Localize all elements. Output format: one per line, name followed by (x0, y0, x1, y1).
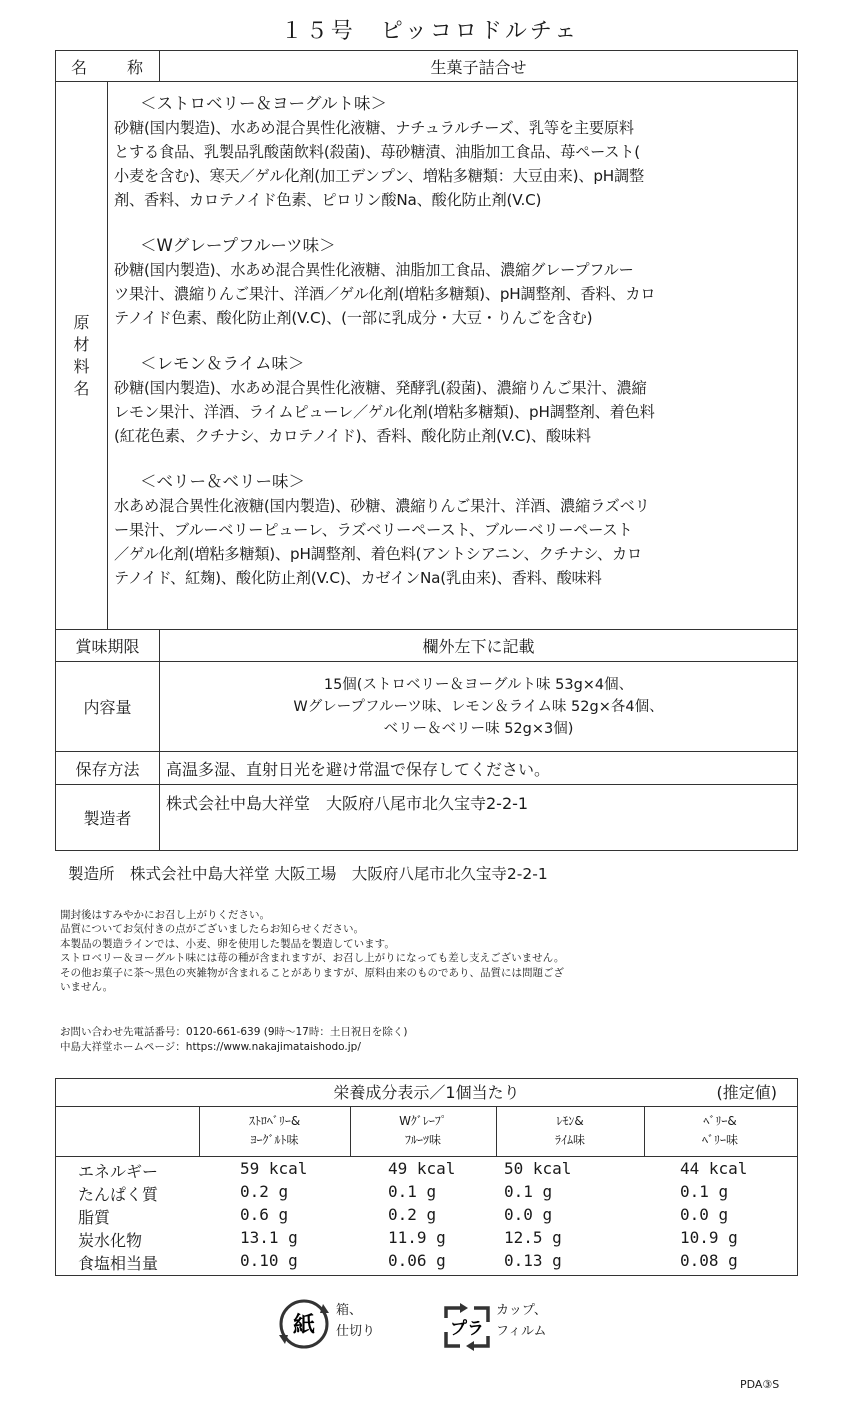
nutrition-value: 0.1 g (504, 1182, 553, 1201)
page-title: １５号 ピッコロドルチェ (280, 19, 580, 44)
ingredients-label-char: 材 (73, 334, 90, 354)
paper-symbol: 紙 (292, 1313, 316, 1338)
nutrition-value: 13.1 g (240, 1228, 298, 1247)
ingredient-section-heading: ＜ストロベリー＆ヨーグルト味＞ (140, 94, 388, 113)
ingredients-label-char: 料 (73, 356, 90, 376)
nutrition-value: 0.1 g (680, 1182, 729, 1201)
ingredients-body (108, 82, 798, 630)
row-storage (56, 752, 798, 785)
nutrition-value: 0.08 g (680, 1251, 738, 1270)
paper-recycle-icon (276, 1296, 332, 1352)
plastic-symbol: プラ (450, 1319, 484, 1339)
column-head-line: ﾚﾓﾝ& (556, 1114, 584, 1128)
ingredient-section (114, 92, 789, 212)
value-contents (160, 662, 798, 752)
ingredient-line: 砂糖(国内製造)、水あめ混合異性化液糖、ナチュラルチーズ、乳等を主要原料 (114, 119, 634, 137)
ingredients-label-char: 名 (73, 378, 90, 398)
row-ingredients (56, 82, 798, 630)
paper-label (336, 1300, 375, 1342)
row-name (56, 51, 798, 82)
contents-line: ベリー＆ベリー味 52g×3個) (383, 720, 574, 737)
column-grapefruit (350, 1109, 496, 1155)
ingredient-line: ー果汁、ブルーベリーピューレ、ラズベリーペースト、ブルーベリーペースト (114, 521, 633, 539)
nutrition-table (55, 1078, 798, 1276)
nutrition-row-label: エネルギー (78, 1162, 159, 1181)
paper-label-line: 箱、 (336, 1303, 363, 1318)
column-lemon (496, 1109, 644, 1155)
label-maker: 製造者 (56, 785, 160, 851)
note-line: いません。 (60, 981, 114, 994)
value-maker: 株式会社中島大祥堂 大阪府八尾市北久宝寺2-2-1 (160, 785, 798, 851)
nutrition-value: 0.06 g (388, 1251, 446, 1270)
nutrition-value: 0.2 g (240, 1182, 289, 1201)
ingredients-label-char: 原 (73, 312, 90, 332)
ingredient-line: 水あめ混合異性化液糖(国内製造)、砂糖、濃縮りんご果汁、洋酒、濃縮ラズベリ (114, 497, 650, 515)
ingredient-section-heading: ＜ベリー＆ベリー味＞ (140, 472, 305, 491)
nutrition-value: 44 kcal (680, 1159, 748, 1178)
value-best-before: 欄外左下に記載 (160, 630, 798, 662)
nutrition-value: 0.2 g (388, 1205, 437, 1224)
ingredient-line: テノイド色素、酸化防止剤(V.C)、(一部に乳成分・大豆・りんごを含む) (114, 309, 593, 327)
ingredient-line: 小麦を含む)、寒天／ゲル化剤(加工デンプン、増粘多糖類：大豆由来)、pH調整 (114, 167, 644, 185)
column-head-line: ﾗｲﾑ味 (554, 1133, 585, 1147)
product-info-table (55, 50, 798, 851)
ingredient-line: 砂糖(国内製造)、水あめ混合異性化液糖、油脂加工食品、濃縮グレープフルー (114, 261, 634, 279)
nutrition-value: 0.6 g (240, 1205, 289, 1224)
note-line: その他お菓子に茶～黒色の夾雑物が含まれることがありますが、原料由来のものであり、品質には問題ござ (60, 966, 564, 979)
ingredient-section (114, 234, 789, 330)
column-head-line: ﾌﾙｰﾂ味 (404, 1133, 441, 1147)
package-code: PDA③S (740, 1378, 780, 1391)
nutrition-value: 0.0 g (680, 1205, 729, 1224)
ingredient-section-heading: ＜Wグレープフルーツ味＞ (140, 236, 336, 255)
nutrition-row-label: 食塩相当量 (78, 1254, 159, 1273)
nutrition-value: 59 kcal (240, 1159, 308, 1178)
contact-phone: お問い合わせ先電話番号：0120-661-639 (9時～17時：土日祝日を除く) (60, 1026, 408, 1038)
contents-line: Wグレープフルーツ味、レモン＆ライム味 52g×各4個、 (293, 698, 664, 715)
column-head-line: ﾖｰｸﾞﾙﾄ味 (250, 1133, 299, 1147)
ingredient-line: (紅花色素、クチナシ、カロテノイド)、香料、酸化防止剤(V.C)、酸味料 (114, 427, 591, 445)
note-line: 品質についてお気付きの点がございましたらお知らせください。 (60, 923, 364, 936)
label-ingredients (56, 82, 108, 630)
column-head-line: Wｸﾞﾚｰﾌﾟ (399, 1114, 447, 1128)
ingredient-line: レモン果汁、洋酒、ライムピューレ／ゲル化剤(増粘多糖類)、pH調整剤、着色料 (114, 403, 655, 421)
nutrition-value: 12.5 g (504, 1228, 562, 1247)
label-storage: 保存方法 (56, 752, 160, 785)
nutrition-value: 0.1 g (388, 1182, 437, 1201)
note-line: ストロベリー＆ヨーグルト味には苺の種が含まれますが、お召し上がりになっても差し支えございません。 (60, 952, 565, 965)
plastic-label (496, 1300, 547, 1342)
nutrition-value: 10.9 g (680, 1228, 738, 1247)
column-berry (644, 1109, 796, 1155)
ingredient-line: 剤、香料、カロテノイド色素、ピロリン酸Na、酸化防止剤(V.C) (114, 191, 542, 209)
facility-line: 製造所 株式会社中島大祥堂 大阪工場 大阪府八尾市北久宝寺2-2-1 (68, 865, 548, 883)
nutrition-value: 49 kcal (388, 1159, 456, 1178)
ingredient-section (114, 352, 789, 448)
ingredient-line: 砂糖(国内製造)、水あめ混合異性化液糖、発酵乳(殺菌)、濃縮りんご果汁、濃縮 (114, 379, 647, 397)
paper-label-line: 仕切り (336, 1324, 376, 1339)
nutrition-note: (推定値) (716, 1083, 777, 1102)
column-head-line: ｽﾄﾛﾍﾞﾘｰ& (248, 1114, 301, 1128)
contents-line: 15個(ストロベリー＆ヨーグルト味 53g×4個、 (323, 676, 634, 693)
nutrition-row-label: 脂質 (78, 1208, 111, 1227)
plastic-recycle-icon (440, 1300, 494, 1354)
plastic-label-line: カップ、 (496, 1303, 547, 1318)
ingredient-line: とする食品、乳製品乳酸菌飲料(殺菌)、苺砂糖漬、油脂加工食品、苺ペースト( (114, 143, 640, 161)
nutrition-title: 栄養成分表示／1個当たり (333, 1083, 520, 1102)
value-name: 生菓子詰合せ (160, 51, 798, 82)
ingredient-section-heading: ＜レモン＆ライム味＞ (140, 354, 305, 373)
nutrition-row-label: 炭水化物 (78, 1231, 143, 1250)
ingredient-line: テノイド、紅麹)、酸化防止剤(V.C)、カゼインNa(乳由来)、香料、酸味料 (114, 569, 602, 587)
nutrition-row-label: たんぱく質 (78, 1185, 159, 1204)
column-head-line: ﾍﾞﾘｰ& (703, 1114, 737, 1128)
row-maker (56, 785, 798, 851)
label-best-before: 賞味期限 (56, 630, 160, 662)
label-contents: 内容量 (56, 662, 160, 752)
column-head-line: ﾍﾞﾘｰ味 (701, 1133, 738, 1147)
note-line: 開封後はすみやかにお召し上がりください。 (60, 909, 270, 921)
ingredient-section (114, 470, 789, 590)
nutrition-value: 0.10 g (240, 1251, 298, 1270)
nutrition-value: 0.0 g (504, 1205, 553, 1224)
label-name: 名 称 (56, 51, 160, 82)
column-strawberry (199, 1109, 350, 1155)
nutrition-value: 0.13 g (504, 1251, 562, 1270)
ingredient-line: ／ゲル化剤(増粘多糖類)、pH調整剤、着色料(アントシアニン、クチナシ、カロ (114, 545, 643, 563)
contact-block (60, 1025, 780, 1055)
row-best-before (56, 630, 798, 662)
nutrition-value: 11.9 g (388, 1228, 446, 1247)
value-storage: 高温多湿、直射日光を避け常温で保存してください。 (160, 752, 798, 785)
label-ingredients-text (57, 312, 106, 400)
header-divider (56, 1156, 797, 1157)
ingredient-line: ツ果汁、濃縮りんご果汁、洋酒／ゲル化剤(増粘多糖類)、pH調整剤、香料、カロ (114, 285, 656, 303)
nutrition-value: 50 kcal (504, 1159, 572, 1178)
note-line: 本製品の製造ラインでは、小麦、卵を使用した製品を製造しています。 (60, 937, 395, 950)
notes-block (60, 908, 780, 994)
plastic-label-line: フィルム (496, 1324, 547, 1339)
contact-website: 中島大祥堂ホームページ：https://www.nakajimataishodo.jp/ (60, 1041, 361, 1053)
row-contents (56, 662, 798, 752)
nutrition-header (56, 1079, 797, 1107)
